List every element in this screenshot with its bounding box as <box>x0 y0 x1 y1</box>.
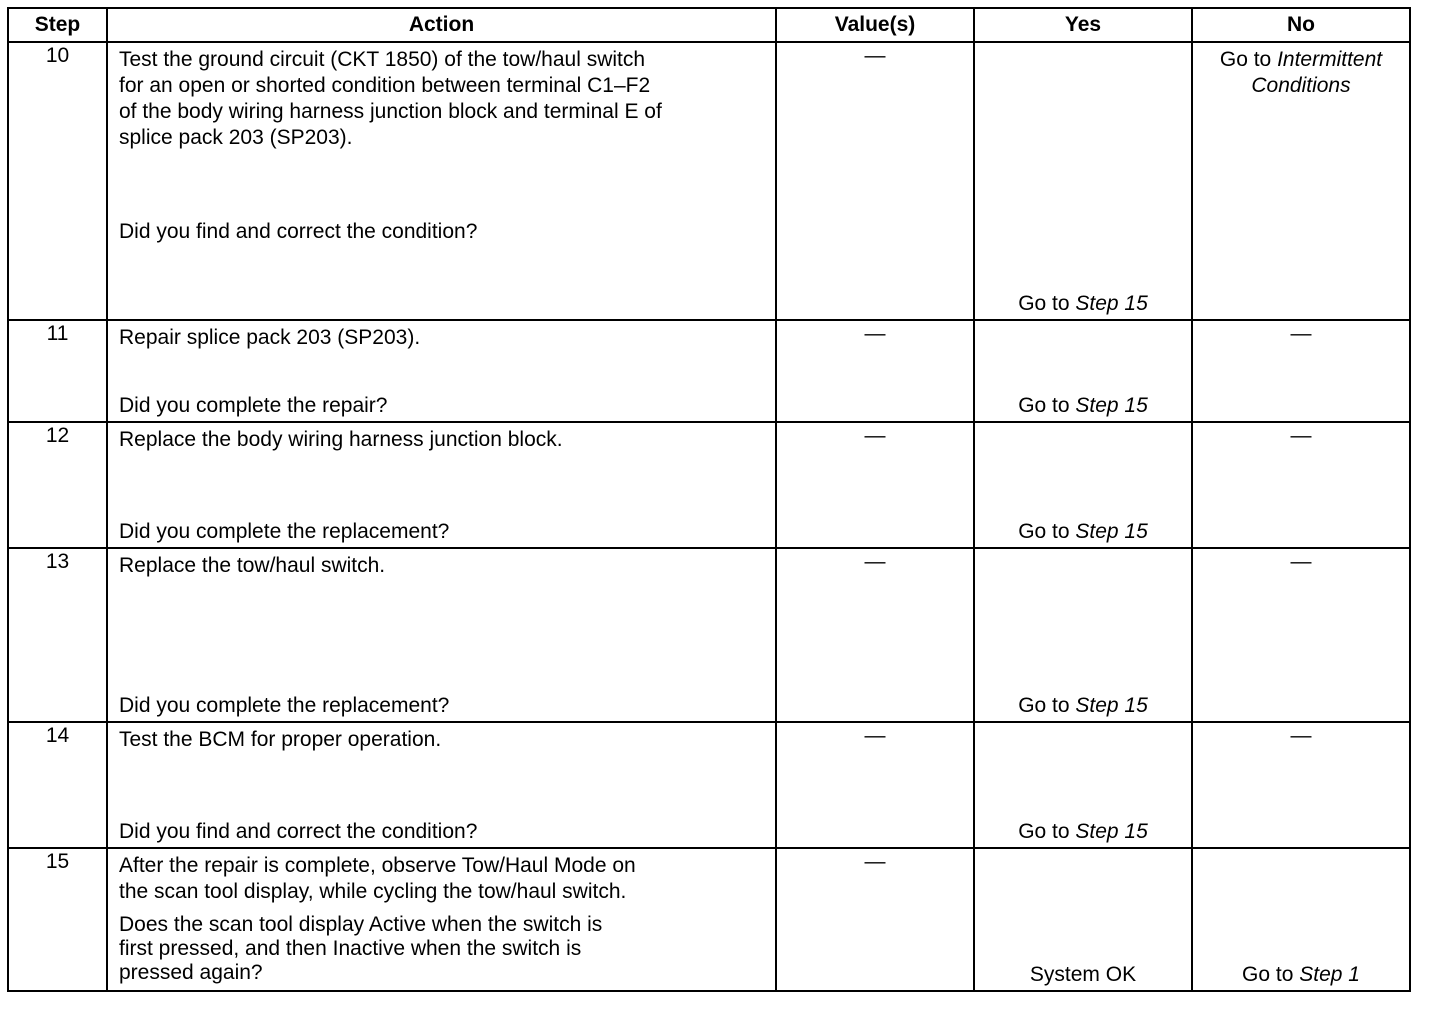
action-question: Did you find and correct the condition? <box>119 820 478 843</box>
action-text-line: After the repair is complete, observe Tow/Haul Mode on <box>119 854 636 877</box>
action-question: Did you complete the replacement? <box>119 520 450 543</box>
action-question-line: first pressed, and then Inactive when the switch is <box>119 937 582 960</box>
yes-cell <box>974 422 1192 548</box>
step-number: 10 <box>8 42 107 320</box>
action-text-line: Test the ground circuit (CKT 1850) of the tow/haul switch <box>119 48 646 71</box>
step-link[interactable]: Step 15 <box>1075 820 1148 843</box>
header-action: Action <box>107 8 776 42</box>
no-action <box>1193 43 1409 99</box>
no-cell: — <box>1192 722 1410 848</box>
no-cell <box>1192 848 1410 991</box>
step-number: 13 <box>8 548 107 722</box>
no-prefix: Go to <box>1242 963 1300 986</box>
action-question: Did you complete the repair? <box>119 394 388 417</box>
action-cell <box>107 848 776 991</box>
value-cell: — <box>776 320 974 422</box>
action-text: Repair splice pack 203 (SP203). <box>119 326 421 349</box>
header-step: Step <box>8 8 107 42</box>
action-cell <box>107 42 776 320</box>
no-cell: — <box>1192 422 1410 548</box>
step-number: 11 <box>8 320 107 422</box>
table-row <box>8 320 1410 422</box>
action-text-line: the scan tool display, while cycling the tow/haul switch. <box>119 880 627 903</box>
yes-action <box>975 291 1191 317</box>
no-action <box>1193 962 1409 988</box>
table-row <box>8 722 1410 848</box>
action-text: Test the BCM for proper operation. <box>119 728 442 751</box>
value-cell: — <box>776 548 974 722</box>
yes-prefix: Go to <box>1018 694 1076 717</box>
yes-cell <box>974 548 1192 722</box>
action-cell <box>107 548 776 722</box>
value-cell: — <box>776 42 974 320</box>
yes-action <box>975 519 1191 545</box>
action-text-line: for an open or shorted condition between terminal C1–F2 <box>119 74 651 97</box>
intermittent-conditions-link-2[interactable]: Conditions <box>1251 74 1351 97</box>
action-question <box>119 913 765 985</box>
action-question: Did you complete the replacement? <box>119 694 450 717</box>
step-link[interactable]: Step 15 <box>1075 394 1148 417</box>
yes-cell <box>974 42 1192 320</box>
value-cell: — <box>776 848 974 991</box>
action-text <box>119 853 765 905</box>
action-question-line: pressed again? <box>119 961 263 984</box>
yes-action <box>975 819 1191 845</box>
yes-prefix: Go to <box>1018 520 1076 543</box>
yes-cell <box>974 722 1192 848</box>
yes-prefix: Go to <box>1018 820 1076 843</box>
table-row <box>8 422 1410 548</box>
step-link[interactable]: Step 15 <box>1075 292 1148 315</box>
action-text-line: splice pack 203 (SP203). <box>119 126 353 149</box>
action-cell <box>107 722 776 848</box>
value-cell: — <box>776 422 974 548</box>
no-cell: — <box>1192 320 1410 422</box>
step-link[interactable]: Step 15 <box>1075 694 1148 717</box>
yes-cell <box>974 848 1192 991</box>
action-text-line: of the body wiring harness junction block and terminal E of <box>119 100 662 123</box>
table-row <box>8 42 1410 320</box>
action-question-line: Does the scan tool display Active when the switch is <box>119 913 603 936</box>
header-row <box>8 8 1410 42</box>
action-text: Replace the body wiring harness junction block. <box>119 428 563 451</box>
yes-prefix: Go to <box>1018 292 1076 315</box>
no-cell <box>1192 42 1410 320</box>
action-question: Did you find and correct the condition? <box>119 220 478 243</box>
step-number: 15 <box>8 848 107 991</box>
yes-prefix: Go to <box>1018 394 1076 417</box>
yes-cell <box>974 320 1192 422</box>
system-ok-text: System OK <box>1029 963 1137 986</box>
header-no: No <box>1192 8 1410 42</box>
step-number: 12 <box>8 422 107 548</box>
table-row <box>8 548 1410 722</box>
table-row <box>8 848 1410 991</box>
step-number: 14 <box>8 722 107 848</box>
yes-action <box>975 693 1191 719</box>
intermittent-conditions-link[interactable]: Intermittent <box>1277 48 1383 71</box>
step-link[interactable]: Step 15 <box>1075 520 1148 543</box>
value-cell: — <box>776 722 974 848</box>
no-prefix: Go to <box>1219 48 1278 71</box>
diagnostic-table <box>7 7 1411 992</box>
no-cell: — <box>1192 548 1410 722</box>
action-cell <box>107 320 776 422</box>
action-cell <box>107 422 776 548</box>
action-text: Replace the tow/haul switch. <box>119 554 386 577</box>
header-yes: Yes <box>974 8 1192 42</box>
header-values: Value(s) <box>776 8 974 42</box>
step-link[interactable]: Step 1 <box>1299 963 1360 986</box>
yes-action <box>975 393 1191 419</box>
